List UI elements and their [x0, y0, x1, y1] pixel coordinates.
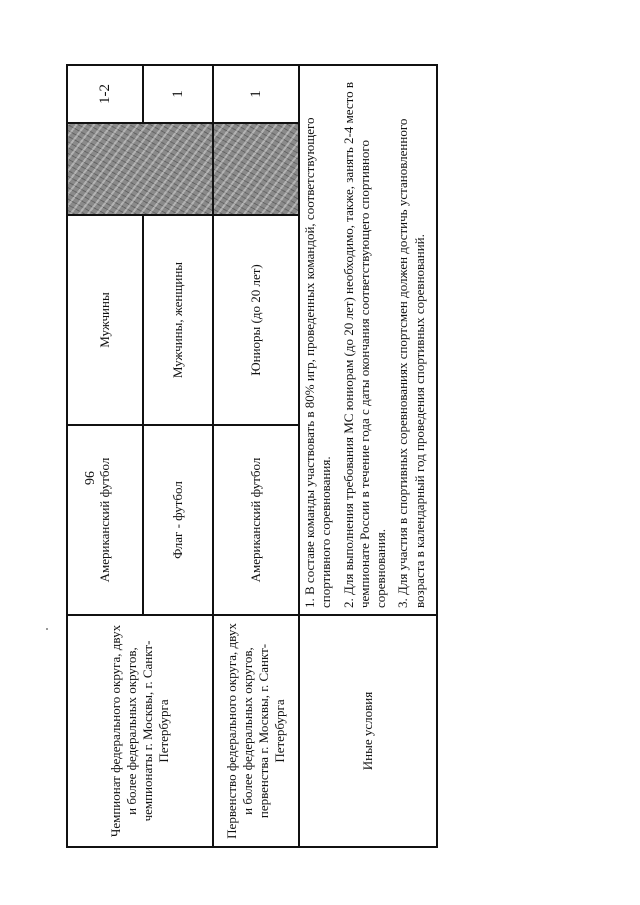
- place-cell: 1: [213, 65, 299, 123]
- scan-speck: [46, 628, 48, 630]
- condition-note-3: 3. Для участия в спортивных соревнованиях спортсмен должен достичь установленного возраста в календарный год проведения спортивных соревнований.: [395, 118, 427, 608]
- place-cell: 1-2: [67, 65, 143, 123]
- table-row-other-conditions: [299, 65, 437, 847]
- group-cell: Мужчины, женщины: [143, 215, 213, 425]
- qualification-table: [66, 64, 438, 848]
- competition-cell: Чемпионат федерального округа, двух и более федеральных округов, чемпионаты г. Москвы, г. Санкт-Петербурга: [67, 615, 213, 847]
- other-conditions-notes: [299, 65, 437, 615]
- group-cell: Мужчины: [67, 215, 143, 425]
- shaded-cell: [67, 123, 213, 215]
- rotated-table-wrapper: [66, 66, 427, 848]
- sport-cell: Американский футбол: [67, 425, 143, 615]
- page-number: 96: [81, 471, 96, 485]
- sport-cell: Американский футбол: [213, 425, 299, 615]
- table-row: [67, 65, 143, 847]
- other-conditions-label: Иные условия: [299, 615, 437, 847]
- sport-cell: Флаг - футбол: [143, 425, 213, 615]
- group-cell: Юниоры (до 20 лет): [213, 215, 299, 425]
- place-cell: 1: [143, 65, 213, 123]
- shaded-cell: [213, 123, 299, 215]
- condition-note-2: 2. Для выполнения требования МС юниорам (до 20 лет) необходимо, также, занять 2-4 место в чемпионате России в течение года с даты окончания соответствующего спортивного соревнования.: [340, 81, 388, 608]
- competition-cell: Первенство федерального округа, двух и более федеральных округов, первенства г. Москвы, г. Санкт-Петербурга: [213, 615, 299, 847]
- condition-note-1: 1. В составе команды участвовать в 80% игр, проведенных командой, соответствующего спортивного соревнования.: [302, 117, 334, 608]
- table-row: [213, 65, 299, 847]
